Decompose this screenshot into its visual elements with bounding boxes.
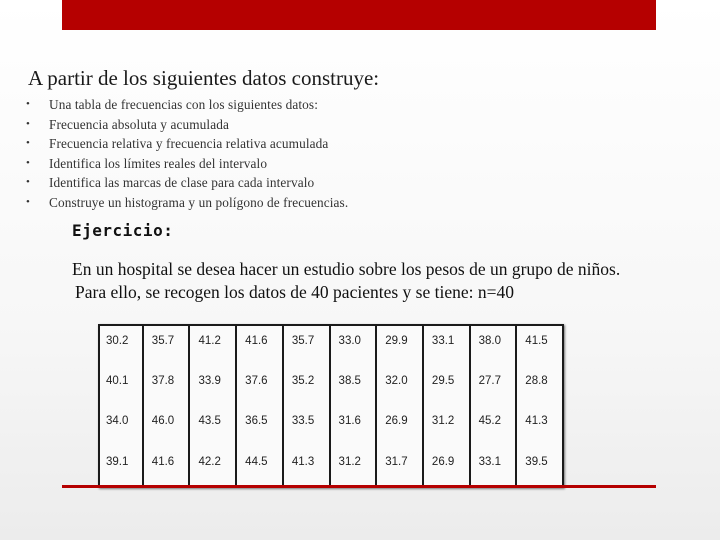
table-cell: 39.5 <box>516 447 563 488</box>
table-cell: 31.7 <box>376 447 423 488</box>
table-cell: 33.5 <box>283 406 330 447</box>
table-cell: 29.5 <box>423 366 470 407</box>
table-cell: 44.5 <box>236 447 283 488</box>
table-cell: 35.2 <box>283 366 330 407</box>
list-item-text: Frecuencia absoluta y acumulada <box>49 116 229 132</box>
bottom-accent-line <box>62 485 656 488</box>
table-cell: 30.2 <box>106 335 129 347</box>
bullet-icon: • <box>26 195 30 208</box>
table-cell: 41.2 <box>189 325 236 366</box>
table-cell: 38.5 <box>330 366 377 407</box>
table-cell: 26.9 <box>423 447 470 488</box>
table-cell: 37.6 <box>236 366 283 407</box>
list-item-text: Frecuencia relativa y frecuencia relativa acumulada <box>49 136 329 151</box>
table-cell: 46.0 <box>143 406 190 447</box>
list-item <box>26 95 348 115</box>
table-cell: 33.1 <box>423 325 470 366</box>
bullet-icon: • <box>26 117 30 130</box>
table-cell: 33.0 <box>330 325 377 366</box>
table-cell: 32.0 <box>376 366 423 407</box>
table-cell: 40.1 <box>106 374 129 387</box>
table-cell: 34.0 <box>106 415 129 427</box>
top-accent-bar <box>62 0 656 30</box>
list-item-text: Identifica las marcas de clase para cada intervalo <box>49 175 315 190</box>
table-cell: 43.5 <box>189 406 236 447</box>
table-cell: 35.7 <box>283 325 330 366</box>
table-cell: 31.2 <box>423 406 470 447</box>
table-row <box>99 366 563 407</box>
list-item <box>26 193 348 213</box>
table-cell: 41.6 <box>143 447 190 488</box>
table-cell: 41.3 <box>283 447 330 488</box>
paragraph-line: En un hospital se desea hacer un estudio sobre los pesos de un grupo de niños. <box>72 259 621 279</box>
list-item-text: Construye un histograma y un polígono de frecuencias. <box>49 194 349 210</box>
slide-heading: A partir de los siguientes datos construye: <box>28 66 380 90</box>
bullet-icon: • <box>26 156 30 169</box>
list-item <box>26 154 348 174</box>
list-item-text: Identifica los límites reales del intervalo <box>49 155 268 171</box>
table-cell: 33.9 <box>189 366 236 407</box>
instruction-list <box>26 95 348 212</box>
list-item <box>26 115 348 135</box>
table-cell: 27.7 <box>470 366 517 407</box>
table-cell: 45.2 <box>470 406 517 447</box>
bullet-icon: • <box>26 98 30 110</box>
table-cell: 41.5 <box>516 325 563 366</box>
table-cell: 31.2 <box>330 447 377 488</box>
table-row <box>99 447 563 488</box>
bullet-icon: • <box>26 137 30 149</box>
table-row <box>99 325 563 366</box>
table-cell: 31.6 <box>330 406 377 447</box>
list-item-text: Una tabla de frecuencias con los siguientes datos: <box>49 97 319 112</box>
table-row <box>99 406 563 447</box>
table-cell: 37.8 <box>143 366 190 407</box>
table-cell: 33.1 <box>470 447 517 488</box>
exercise-paragraph <box>72 258 620 304</box>
table-cell: 28.8 <box>516 366 563 407</box>
data-table <box>98 324 564 488</box>
table-cell: 41.6 <box>236 325 283 366</box>
table-cell: 36.5 <box>236 406 283 447</box>
list-item <box>26 134 348 154</box>
table-cell: 42.2 <box>189 447 236 488</box>
bullet-icon: • <box>26 176 30 188</box>
table-cell: 35.7 <box>143 325 190 366</box>
table-cell: 39.1 <box>106 455 129 468</box>
exercise-title: Ejercicio: <box>72 221 174 240</box>
table-cell: 26.9 <box>376 406 423 447</box>
table-cell: 38.0 <box>470 325 517 366</box>
paragraph-line: Para ello, se recogen los datos de 40 pacientes y se tiene: n=40 <box>75 282 514 302</box>
table-cell: 29.9 <box>376 325 423 366</box>
list-item <box>26 173 348 193</box>
table-cell: 41.3 <box>516 406 563 447</box>
